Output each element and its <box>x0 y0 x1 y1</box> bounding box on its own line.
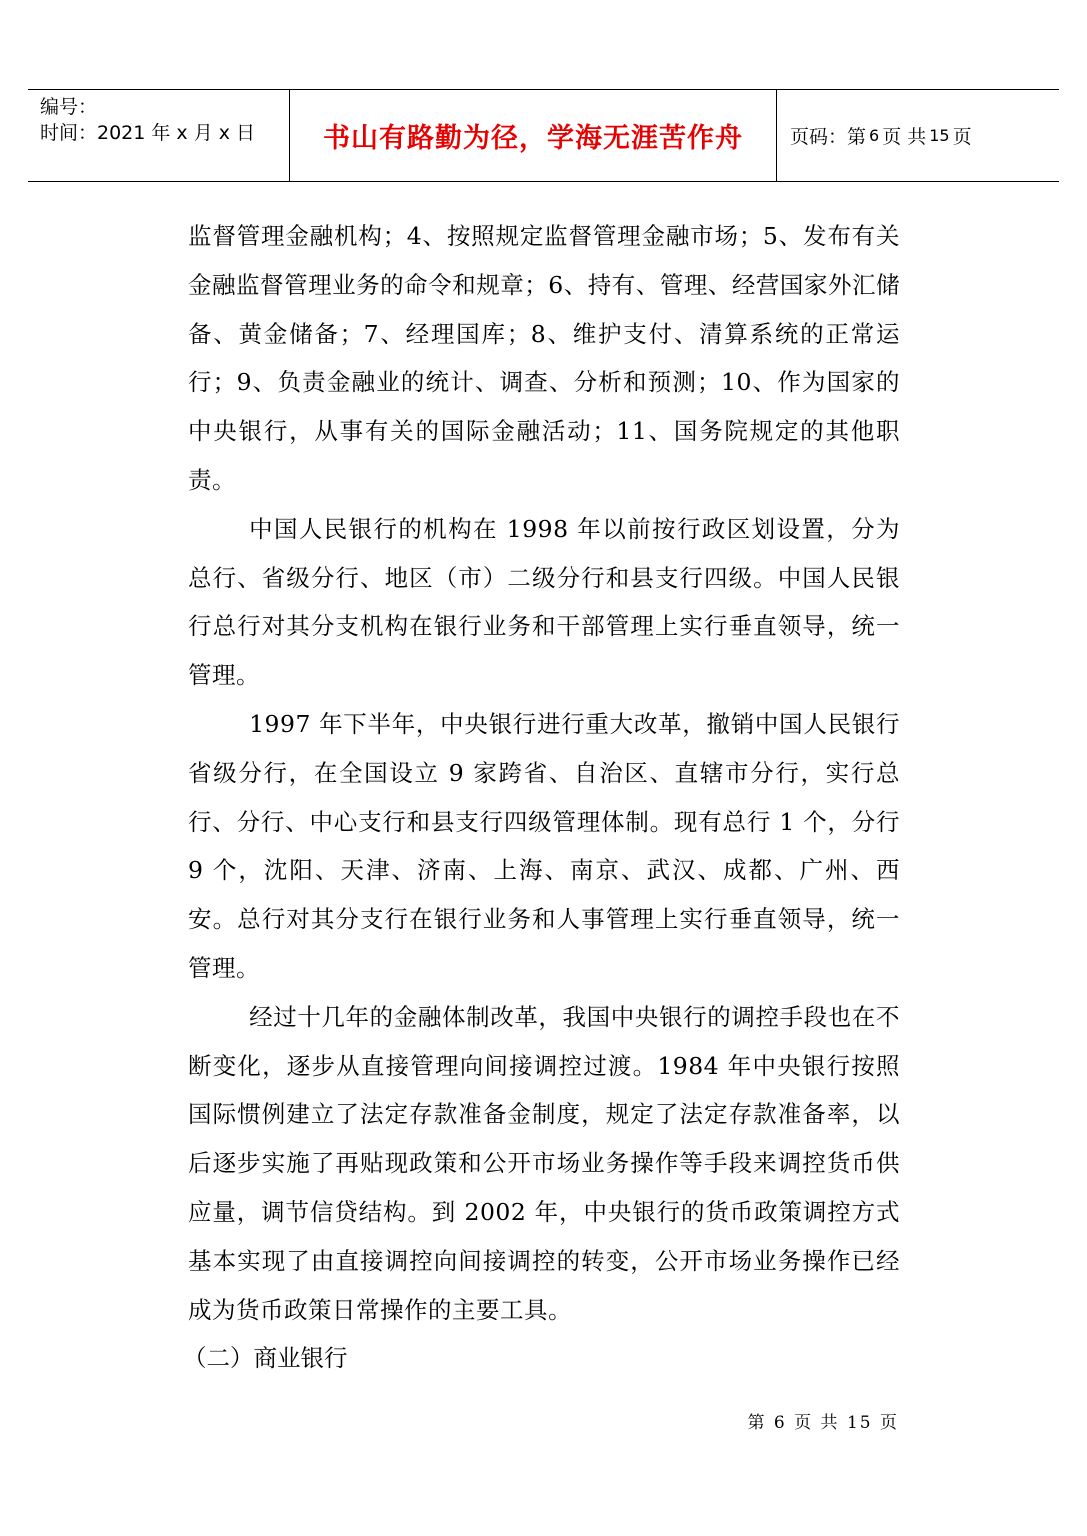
page-suffix: 页 <box>952 126 972 148</box>
page-header <box>28 89 1059 182</box>
paragraph: 1997 年下半年，中央银行进行重大改革，撤销中国人民银行省级分行，在全国设立 9 家跨省、自治区、直辖市分行，实行总行、分行、中心支行和县支行四级管理体制。现有总行 1 个，分行 9 个，沈阳、天津、济南、上海、南京、武汉、成都、广州、西安。总行对其分支行在银行业务和人事管理上实行垂直领导，统一管理。 <box>188 709 900 982</box>
page-middle: 页 共 <box>882 126 927 148</box>
paragraph: 监督管理金融机构；4、按照规定监督管理金融市场；5、发布有关金融监督管理业务的命令和规章；6、持有、管理、经营国家外汇储备、黄金储备；7、经理国库；8、维护支付、清算系统的正常运行；9、负责金融业的统计、调查、分析和预测；10、作为国家的中央银行，从事有关的国际金融活动；11、国务院规定的其他职责。 <box>188 222 900 494</box>
header-page-number <box>777 90 1059 181</box>
time-label: 时间：2021 年 x 月 x 日 <box>40 122 256 144</box>
page-current: 6 <box>869 126 880 145</box>
header-motto-cell <box>290 90 777 181</box>
section-heading: （二）商业银行 <box>183 1344 348 1373</box>
page-prefix: 页码：第 <box>790 126 867 148</box>
document-body <box>183 212 900 1383</box>
header-meta <box>28 90 290 181</box>
motto: 书山有路勤为径，学海无涯苦作舟 <box>323 123 743 154</box>
number-label: 编号： <box>40 96 98 118</box>
paragraph: 中国人民银行的机构在 1998 年以前按行政区划设置，分为总行、省级分行、地区（市）二级分行和县支行四级。中国人民银行总行对其分支机构在银行业务和干部管理上实行垂直领导，统一管理。 <box>188 514 900 690</box>
page-total: 15 <box>929 126 950 145</box>
paragraph: 经过十几年的金融体制改革，我国中央银行的调控手段也在不断变化，逐步从直接管理向间接调控过渡。1984 年中央银行按照国际惯例建立了法定存款准备金制度，规定了法定存款准备率，以后逐步实施了再贴现政策和公开市场业务操作等手段来调控货币供应量，调节信贷结构。到 2002 年，中央银行的货币政策调控方式基本实现了由直接调控向间接调控的转变，公开市场业务操作已经成为货币政策日常操作的主要工具。 <box>188 1002 900 1324</box>
page-footer: 第 6 页 共 15 页 <box>747 1413 899 1433</box>
